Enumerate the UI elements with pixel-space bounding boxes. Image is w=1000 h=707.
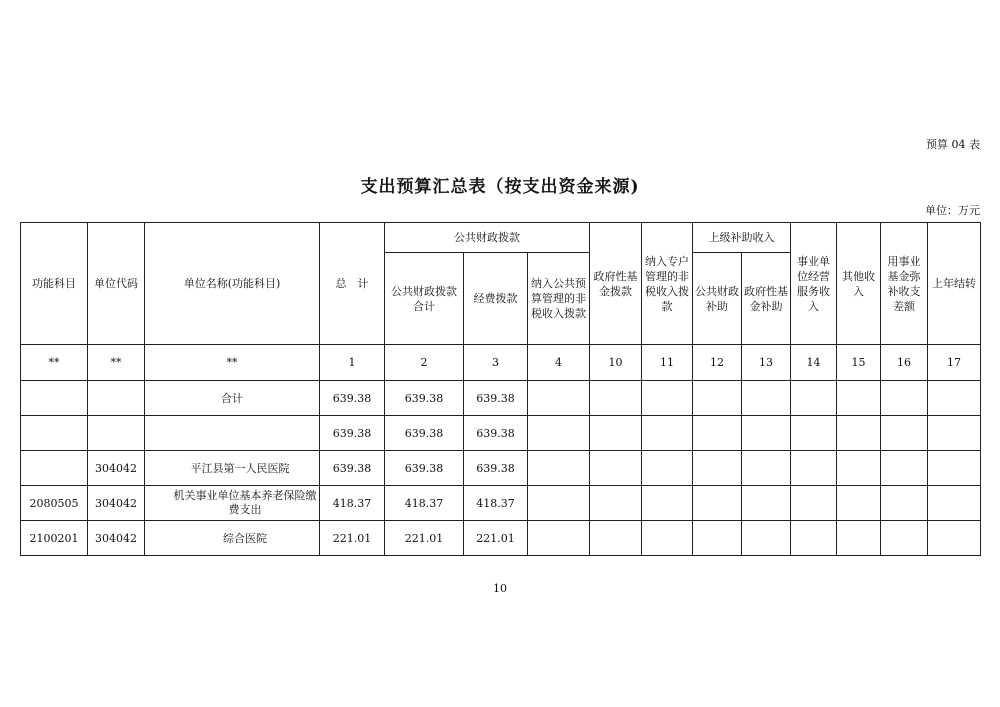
empty-cell (528, 486, 590, 521)
col-unit-name: 单位名称(功能科目) (145, 223, 320, 345)
empty-cell (528, 521, 590, 556)
col-public-finance-subtotal: 公共财政拨款合计 (385, 253, 464, 345)
empty-cell (528, 381, 590, 416)
empty-cell (837, 416, 881, 451)
index-cell: 17 (928, 345, 981, 381)
col-carryover: 上年结转 (928, 223, 981, 345)
empty-cell (693, 521, 742, 556)
index-cell: 2 (385, 345, 464, 381)
empty-cell (590, 416, 642, 451)
subtotal-cell: 639.38 (385, 416, 464, 451)
function-code-cell: 2080505 (21, 486, 88, 521)
table-row (21, 486, 981, 521)
index-cell: 13 (742, 345, 791, 381)
function-code-cell (21, 451, 88, 486)
table-row (21, 416, 981, 451)
empty-cell (590, 521, 642, 556)
col-gov-fund: 政府性基金拨款 (590, 223, 642, 345)
page-title: 支出预算汇总表（按支出资金来源) (360, 177, 640, 197)
empty-cell (928, 451, 981, 486)
col-fund-makeup: 用事业基金弥补收支差额 (881, 223, 928, 345)
subtotal-cell: 639.38 (385, 451, 464, 486)
function-code-cell (21, 416, 88, 451)
budget-summary-table (20, 222, 981, 556)
empty-cell (881, 451, 928, 486)
total-cell: 639.38 (320, 381, 385, 416)
empty-cell (881, 416, 928, 451)
col-unit-code: 单位代码 (88, 223, 145, 345)
subtotal-cell: 418.37 (385, 486, 464, 521)
empty-cell (791, 521, 837, 556)
funds-cell: 639.38 (464, 416, 528, 451)
empty-cell (837, 381, 881, 416)
empty-cell (742, 451, 791, 486)
unit-code-cell: 304042 (88, 486, 145, 521)
unit-name-cell: 合计 (145, 381, 320, 416)
unit-name-cell: 综合医院 (145, 521, 320, 556)
page-number: 10 (493, 582, 507, 595)
empty-cell (693, 416, 742, 451)
total-cell: 418.37 (320, 486, 385, 521)
empty-cell (791, 486, 837, 521)
col-business-income: 事业单位经营服务收入 (791, 223, 837, 345)
funds-cell: 639.38 (464, 451, 528, 486)
funds-cell: 221.01 (464, 521, 528, 556)
unit-code-cell: 304042 (88, 451, 145, 486)
index-cell: 10 (590, 345, 642, 381)
total-cell: 639.38 (320, 416, 385, 451)
form-number: 预算 04 表 (926, 138, 980, 151)
empty-cell (742, 486, 791, 521)
empty-cell (590, 486, 642, 521)
unit-name-cell (145, 416, 320, 451)
empty-cell (742, 416, 791, 451)
empty-cell (928, 381, 981, 416)
table-row (21, 451, 981, 486)
empty-cell (791, 381, 837, 416)
empty-cell (837, 486, 881, 521)
col-public-budget-nontax: 纳入公共预算管理的非税收入拨款 (528, 253, 590, 345)
empty-cell (642, 381, 693, 416)
col-group-public-finance: 公共财政拨款 (385, 223, 590, 253)
col-special-nontax: 纳入专户管理的非税收入拨款 (642, 223, 693, 345)
col-other-income: 其他收入 (837, 223, 881, 345)
empty-cell (693, 451, 742, 486)
index-cell: 3 (464, 345, 528, 381)
empty-cell (881, 521, 928, 556)
empty-cell (928, 416, 981, 451)
table-row-total (21, 381, 981, 416)
funds-cell: 418.37 (464, 486, 528, 521)
index-cell: ** (88, 345, 145, 381)
subtotal-cell: 639.38 (385, 381, 464, 416)
index-row (21, 345, 981, 381)
col-gov-fund-subsidy: 政府性基金补助 (742, 253, 791, 345)
index-cell: 4 (528, 345, 590, 381)
empty-cell (528, 451, 590, 486)
empty-cell (693, 486, 742, 521)
unit-code-cell: 304042 (88, 521, 145, 556)
empty-cell (693, 381, 742, 416)
empty-cell (881, 486, 928, 521)
index-cell: 12 (693, 345, 742, 381)
function-code-cell (21, 381, 88, 416)
index-cell: ** (21, 345, 88, 381)
empty-cell (590, 451, 642, 486)
total-cell: 639.38 (320, 451, 385, 486)
empty-cell (791, 451, 837, 486)
unit-code-cell (88, 381, 145, 416)
index-cell: ** (145, 345, 320, 381)
total-cell: 221.01 (320, 521, 385, 556)
unit-label: 单位：万元 (925, 204, 980, 217)
index-cell: 14 (791, 345, 837, 381)
unit-code-cell (88, 416, 145, 451)
empty-cell (837, 451, 881, 486)
col-operating-funds: 经费拨款 (464, 253, 528, 345)
empty-cell (642, 451, 693, 486)
empty-cell (881, 381, 928, 416)
col-function-subject: 功能科目 (21, 223, 88, 345)
empty-cell (928, 521, 981, 556)
table-row (21, 521, 981, 556)
index-cell: 16 (881, 345, 928, 381)
empty-cell (742, 381, 791, 416)
empty-cell (528, 416, 590, 451)
empty-cell (742, 521, 791, 556)
empty-cell (590, 381, 642, 416)
col-total: 总 计 (320, 223, 385, 345)
funds-cell: 639.38 (464, 381, 528, 416)
empty-cell (642, 486, 693, 521)
empty-cell (791, 416, 837, 451)
subtotal-cell: 221.01 (385, 521, 464, 556)
empty-cell (642, 416, 693, 451)
empty-cell (837, 521, 881, 556)
empty-cell (928, 486, 981, 521)
header-row-1 (21, 223, 981, 253)
unit-name-cell: 机关事业单位基本养老保险缴费支出 (145, 486, 320, 521)
col-public-finance-subsidy: 公共财政补助 (693, 253, 742, 345)
index-cell: 11 (642, 345, 693, 381)
index-cell: 15 (837, 345, 881, 381)
unit-name-cell: 平江县第一人民医院 (145, 451, 320, 486)
index-cell: 1 (320, 345, 385, 381)
function-code-cell: 2100201 (21, 521, 88, 556)
col-group-superior-subsidy: 上级补助收入 (693, 223, 791, 253)
empty-cell (642, 521, 693, 556)
